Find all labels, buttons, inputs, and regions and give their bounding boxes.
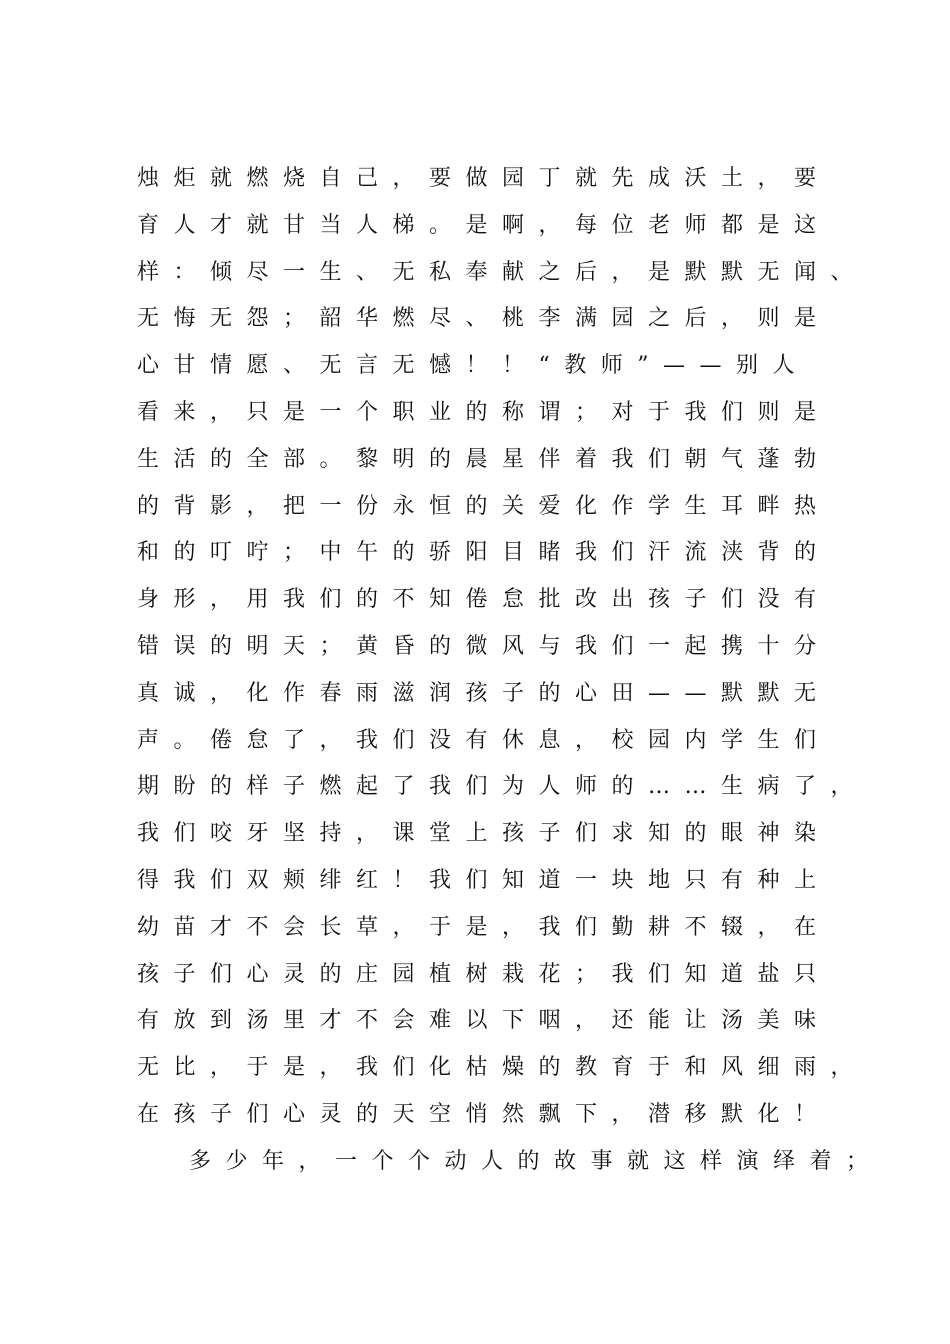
text-line: 心甘情愿、无言无憾！！“教师”——别人 — [137, 353, 809, 379]
body-text — [137, 156, 883, 1186]
text-line: 孩子们心灵的庄园植树栽花；我们知道盐只 — [137, 961, 831, 987]
text-line: 和的叮咛；中午的骄阳目睹我们汗流浃背的 — [137, 540, 831, 566]
paragraph-first-line: 多少年，一个个动人的故事就这样演绎着； — [189, 1148, 883, 1174]
text-line: 错误的明天；黄昏的微风与我们一起携十分 — [137, 633, 831, 659]
text-line: 烛炬就燃烧自己，要做园丁就先成沃土，要 — [137, 166, 831, 191]
text-line: 在孩子们心灵的天空悄然飘下，潜移默化！ — [137, 1101, 831, 1127]
text-line: 的背影，把一份永恒的关爱化作学生耳畔热 — [137, 493, 831, 519]
text-line: 无比，于是，我们化枯燥的教育于和风细雨， — [137, 1055, 868, 1081]
text-line: 声。倦怠了，我们没有休息，校园内学生们 — [137, 727, 831, 753]
text-line: 有放到汤里才不会难以下咽，还能让汤美味 — [137, 1008, 831, 1034]
text-line: 样：倾尽一生、无私奉献之后，是默默无闻、 — [137, 259, 868, 285]
text-line: 无悔无怨；韶华燃尽、桃李满园之后，则是 — [137, 306, 831, 332]
text-line: 生活的全部。黎明的晨星伴着我们朝气蓬勃 — [137, 446, 831, 472]
text-line: 看来，只是一个职业的称谓；对于我们则是 — [137, 399, 831, 425]
text-line: 期盼的样子燃起了我们为人师的……生病了， — [137, 774, 868, 800]
text-line: 幼苗才不会长草，于是，我们勤耕不辍，在 — [137, 914, 831, 940]
text-line: 身形，用我们的不知倦怠批改出孩子们没有 — [137, 587, 831, 613]
text-line: 育人才就甘当人梯。是啊，每位老师都是这 — [137, 212, 831, 238]
text-line: 得我们双颊绯红！我们知道一块地只有种上 — [137, 867, 831, 893]
text-line: 我们咬牙坚持，课堂上孩子们求知的眼神染 — [137, 821, 831, 847]
text-line: 真诚，化作春雨滋润孩子的心田——默默无 — [137, 680, 831, 706]
